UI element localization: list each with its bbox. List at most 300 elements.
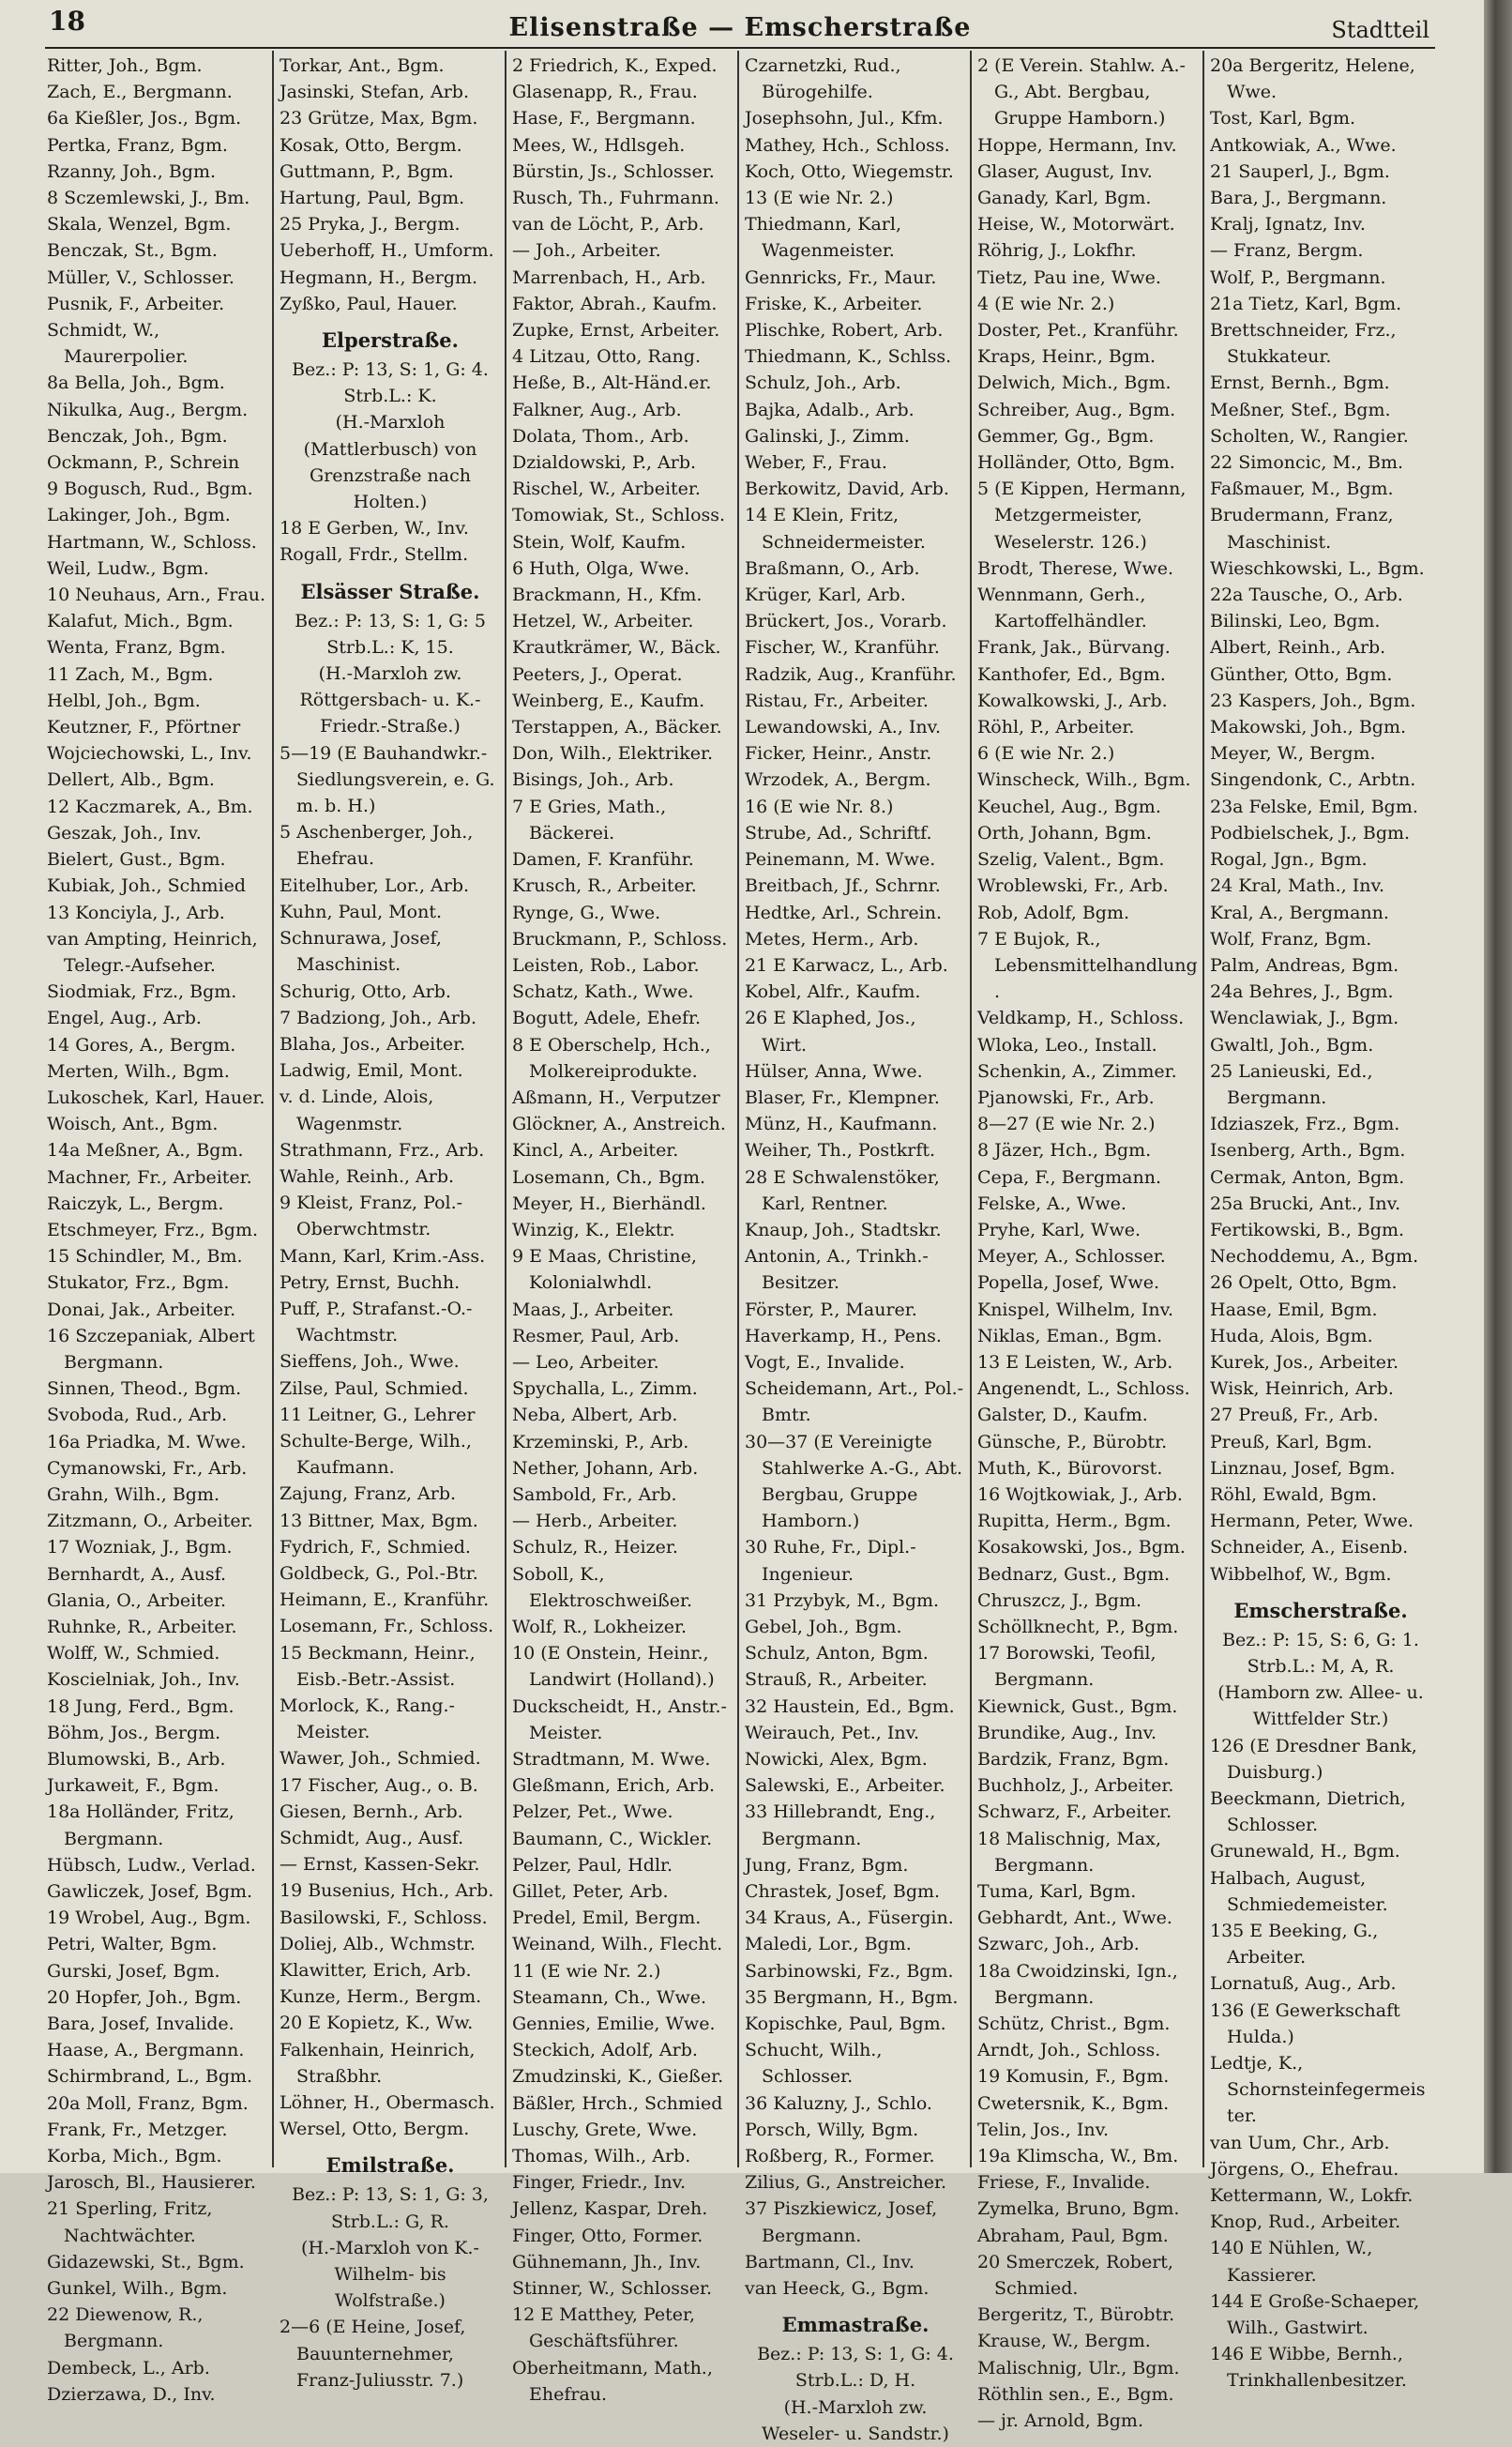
resident-entry: Nikulka, Aug., Bergm. <box>47 399 249 420</box>
page-edge-shadow <box>1484 0 1512 2173</box>
resident-entry: 9 E Maas, Christine, Kolonialwhdl. <box>512 1246 697 1294</box>
resident-entry: Lewandowski, A., Inv. <box>745 717 942 738</box>
resident-entry: Metes, Herm., Arb. <box>745 928 919 950</box>
resident-entry: Leisten, Rob., Labor. <box>512 954 700 976</box>
resident-entry: Sinnen, Theod., Bgm. <box>47 1378 242 1400</box>
resident-entry: 24 Kral, Math., Inv. <box>1210 875 1385 897</box>
resident-entry: Scholten, W., Rangier. <box>1210 425 1409 447</box>
resident-entry: Röthlin sen., E., Bgm. <box>977 2383 1174 2405</box>
resident-entry: Cermak, Anton, Bgm. <box>1210 1166 1405 1188</box>
resident-entry: Siodmiak, Frz., Bgm. <box>47 981 237 1003</box>
resident-entry: Geszak, Joh., Inv. <box>47 822 202 844</box>
resident-entry: 7 E Gries, Math., Bäckerei. <box>512 796 667 844</box>
resident-entry: 2—6 (E Heine, Josef, Bauunternehmer, Franz-Juliusstr. 7.) <box>280 2317 466 2391</box>
resident-entry: 36 Kaluzny, J., Schlo. <box>745 2092 932 2114</box>
resident-entry: Brückert, Jos., Vorarb. <box>745 611 947 632</box>
resident-entry: Knop, Rud., Arbeiter. <box>1210 2211 1401 2233</box>
street-heading: Emilstraße. <box>325 2153 455 2178</box>
resident-entry: Torkar, Ant., Bgm. <box>280 55 445 76</box>
resident-entry: 32 Haustein, Ed., Bgm. <box>745 1695 955 1717</box>
resident-entry: — Ernst, Kassen-Sekr. <box>280 1854 480 1876</box>
resident-entry: Bäßler, Hrch., Schmied <box>512 2092 723 2114</box>
resident-entry: Szelig, Valent., Bgm. <box>977 849 1165 871</box>
resident-entry: Albert, Reinh., Arb. <box>1210 637 1386 659</box>
resident-entry: 14a Meßner, A., Bgm. <box>47 1140 244 1162</box>
resident-entry: Kettermann, W., Lokfr. <box>1210 2185 1414 2207</box>
resident-entry: Zupke, Ernst, Arbeiter. <box>512 320 720 342</box>
resident-entry: Keuchel, Aug., Bgm. <box>977 796 1161 817</box>
resident-entry: Heise, W., Motorwärt. <box>977 214 1175 236</box>
resident-entry: Kosakowski, Jos., Bgm. <box>977 1537 1186 1558</box>
resident-entry: 20 Smerczek, Robert, Schmied. <box>977 2251 1173 2300</box>
resident-entry: Weirauch, Pet., Inv. <box>745 1722 920 1743</box>
resident-entry: 30—37 (E Vereinigte Stahlwerke A.-G., Abt. Bergbau, Gruppe Hamborn.) <box>745 1431 963 1532</box>
resident-entry: 26 E Klaphed, Jos., Wirt. <box>745 1008 916 1056</box>
resident-entry: 18a Cwoidzinski, Ign., Bergmann. <box>977 1960 1178 2008</box>
resident-entry: Spychalla, L., Zimm. <box>512 1378 698 1400</box>
resident-entry: Beeckmann, Dietrich, Schlosser. <box>1210 1788 1406 1836</box>
resident-entry: Gebel, Joh., Bgm. <box>745 1616 902 1637</box>
resident-entry: 15 Beckmann, Heinr., Eisb.-Betr.-Assist. <box>280 1642 476 1690</box>
resident-entry: Schneider, A., Eisenb. <box>1210 1537 1409 1558</box>
resident-entry: Breitbach, Jf., Schrnr. <box>745 875 941 897</box>
resident-entry: Tost, Karl, Bgm. <box>1210 108 1356 129</box>
resident-entry: Sieffens, Joh., Wwe. <box>280 1351 460 1373</box>
resident-entry: Neba, Albert, Arb. <box>512 1405 678 1426</box>
resident-entry: Kuhn, Paul, Mont. <box>280 901 443 922</box>
resident-entry: Ficker, Heinr., Anstr. <box>745 743 932 765</box>
resident-entry: 6 Huth, Olga, Wwe. <box>512 557 690 579</box>
page-number: 18 <box>49 6 85 37</box>
resident-entry: Hoppe, Hermann, Inv. <box>977 134 1177 156</box>
resident-entry: Zmudzinski, K., Gießer. <box>512 2066 724 2088</box>
resident-entry: Halbach, August, Schmiedemeister. <box>1210 1867 1388 1915</box>
resident-entry: Hermann, Peter, Wwe. <box>1210 1511 1414 1532</box>
resident-entry: Friske, K., Arbeiter. <box>745 293 923 314</box>
resident-entry: Blaha, Jos., Arbeiter. <box>280 1033 466 1055</box>
resident-entry: Stinner, W., Schlosser. <box>512 2278 713 2300</box>
resident-entry: Hartung, Paul, Bgm. <box>280 188 465 209</box>
resident-entry: 28 E Schwalenstöker, Karl, Rentner. <box>745 1166 940 1214</box>
resident-entry: 13 Bittner, Max, Bgm. <box>280 1510 478 1531</box>
resident-entry: Jurkaweit, F., Bgm. <box>47 1775 219 1797</box>
resident-entry: 5 (E Kippen, Hermann, Metzgermeister, Weselerstr. 126.) <box>977 479 1187 553</box>
resident-entry: Hülser, Anna, Wwe. <box>745 1060 923 1082</box>
resident-entry: 9 Bogusch, Rud., Bgm. <box>47 479 253 500</box>
resident-entry: Pertka, Franz, Bgm. <box>47 134 228 156</box>
resident-entry: 8 Jäzer, Hch., Bgm. <box>977 1140 1152 1162</box>
resident-entry: Svoboda, Rud., Arb. <box>47 1405 228 1426</box>
resident-entry: Krautkrämer, W., Bäck. <box>512 637 721 659</box>
resident-entry: Ledtje, K., Schornsteinfegermeister. <box>1210 2053 1426 2127</box>
resident-entry: 8a Bella, Joh., Bgm. <box>47 372 225 394</box>
resident-entry: Krzeminski, P., Arb. <box>512 1431 689 1452</box>
resident-entry: Hase, F., Bergmann. <box>512 108 696 129</box>
directory-column-5 <box>970 51 1202 2432</box>
resident-entry: Lakinger, Joh., Bgm. <box>47 505 231 526</box>
street-meta: (H.-Marxloh zw. Röttgersbach- u. K.-Friedr.-Straße.) <box>299 663 481 737</box>
resident-entry: Förster, P., Maurer. <box>745 1299 917 1320</box>
resident-entry: Preuß, Karl, Bgm. <box>1210 1431 1373 1452</box>
resident-entry: Schulte-Berge, Wilh., Kaufmann. <box>280 1430 472 1479</box>
resident-entry: Wahle, Reinh., Arb. <box>280 1165 455 1187</box>
resident-entry: Rusch, Th., Fuhrmann. <box>512 188 719 209</box>
resident-entry: Stukator, Frz., Bgm. <box>47 1272 230 1294</box>
resident-entry: Brackmann, H., Kfm. <box>512 585 703 606</box>
resident-entry: Steamann, Ch., Wwe. <box>512 1986 707 2008</box>
resident-entry: Radzik, Aug., Kranführ. <box>745 663 957 685</box>
resident-entry: Glania, O., Arbeiter. <box>47 1589 227 1611</box>
street-meta: (H.-Marxloh (Mattlerbusch) von Grenzstraße nach Holten.) <box>303 412 477 513</box>
resident-entry: Brudermann, Franz, Maschinist. <box>1210 505 1394 553</box>
street-meta: Bez.: P: 15, S: 6, G: 1. <box>1222 1629 1419 1650</box>
resident-entry: Weinberg, E., Kaufm. <box>512 690 705 711</box>
resident-entry: Schatz, Kath., Wwe. <box>512 981 694 1003</box>
resident-entry: Wrzodek, A., Bergm. <box>745 769 931 791</box>
resident-entry: Kanthofer, Ed., Bgm. <box>977 663 1166 685</box>
resident-entry: Doster, Pet., Kranführ. <box>977 320 1179 342</box>
resident-entry: 22 Diewenow, R., Bergmann. <box>47 2304 204 2352</box>
resident-entry: Steckich, Adolf, Arb. <box>512 2040 698 2061</box>
street-meta: Bez.: P: 13, S: 1, G: 5 <box>295 610 486 631</box>
resident-entry: Wenclawiak, J., Bgm. <box>1210 1008 1399 1029</box>
resident-entry: Koch, Otto, Wiegemstr. <box>745 160 954 182</box>
resident-entry: Jung, Franz, Bgm. <box>745 1854 909 1876</box>
resident-entry: Galster, D., Kaufm. <box>977 1405 1148 1426</box>
resident-entry: Heimann, E., Kranführ. <box>280 1589 490 1611</box>
resident-entry: Ueberhoff, H., Umform. <box>280 240 494 262</box>
resident-entry: Helbl, Joh., Bgm. <box>47 690 201 711</box>
resident-entry: Fischer, W., Kranführ. <box>745 637 940 659</box>
resident-entry: Frank, Fr., Metzger. <box>47 2119 228 2140</box>
directory-column-2 <box>272 51 505 2391</box>
resident-entry: Buchholz, J., Arbeiter. <box>977 1775 1174 1797</box>
resident-entry: Duckscheidt, H., Anstr.-Meister. <box>512 1695 727 1743</box>
resident-entry: Orth, Johann, Bgm. <box>977 822 1152 844</box>
resident-entry: Cwetersnik, K., Bgm. <box>977 2092 1170 2114</box>
resident-entry: 10 Neuhaus, Arn., Frau. <box>47 585 265 606</box>
resident-entry: 20 Hopfer, Joh., Bgm. <box>47 1986 242 2008</box>
resident-entry: Baumann, C., Wickler. <box>512 1828 713 1849</box>
resident-entry: Veldkamp, H., Schloss. <box>977 1008 1185 1029</box>
resident-entry: Lornatuß, Aug., Arb. <box>1210 1973 1397 1995</box>
resident-entry: Oberheitmann, Math., Ehefrau. <box>512 2357 713 2405</box>
resident-entry: Isenberg, Arth., Bgm. <box>1210 1140 1406 1162</box>
resident-entry: 24a Behres, J., Bgm. <box>1210 981 1394 1003</box>
resident-entry: Kosak, Otto, Bergm. <box>280 134 462 156</box>
resident-entry: Falkner, Aug., Arb. <box>512 399 682 420</box>
resident-entry: van Ampting, Heinrich, Telegr.-Aufseher. <box>47 928 258 976</box>
resident-entry: Nechoddemu, A., Bgm. <box>1210 1246 1419 1268</box>
resident-entry: Delwich, Mich., Bgm. <box>977 372 1172 394</box>
resident-entry: 30 Ruhe, Fr., Dipl.-Ingenieur. <box>745 1537 916 1585</box>
resident-entry: Schurig, Otto, Arb. <box>280 980 451 1002</box>
resident-entry: Röhl, Ewald, Bgm. <box>1210 1483 1378 1505</box>
resident-entry: — Franz, Bergm. <box>1210 240 1364 262</box>
resident-entry: Nether, Johann, Arb. <box>512 1457 699 1479</box>
resident-entry: Rynge, G., Wwe. <box>512 902 661 923</box>
resident-entry: Makowski, Joh., Bgm. <box>1210 717 1407 738</box>
resident-entry: Zach, E., Bergmann. <box>47 82 233 103</box>
resident-entry: Zajung, Franz, Arb. <box>280 1483 457 1505</box>
resident-entry: 6a Kießler, Jos., Bgm. <box>47 108 242 129</box>
resident-entry: Strube, Ad., Schriftf. <box>745 822 932 844</box>
resident-entry: Ganady, Karl, Bgm. <box>977 188 1152 209</box>
resident-entry: 10 (E Onstein, Heinr., Landwirt (Holland).) <box>512 1643 715 1691</box>
resident-entry: Bajka, Adalb., Arb. <box>745 399 915 420</box>
resident-entry: Bardzik, Franz, Bgm. <box>977 1749 1170 1770</box>
resident-entry: 34 Kraus, A., Füsergin. <box>745 1907 954 1929</box>
resident-entry: Heße, B., Alt-Händ.er. <box>512 372 712 394</box>
resident-entry: Grunewald, H., Bgm. <box>1210 1841 1400 1862</box>
resident-entry: Puff, P., Strafanst.-O.-Wachtmstr. <box>280 1298 473 1346</box>
resident-entry: Nowicki, Alex, Bgm. <box>745 1749 928 1770</box>
resident-entry: Bielert, Gust., Bgm. <box>47 849 226 871</box>
resident-entry: Zilius, G., Anstreicher. <box>745 2172 947 2194</box>
resident-entry: Thomas, Wilh., Arb. <box>512 2146 691 2167</box>
resident-entry: Strauß, R., Arbeiter. <box>745 1669 928 1691</box>
resident-entry: 21a Tietz, Karl, Bgm. <box>1210 293 1402 314</box>
directory-column-6 <box>1202 51 1435 2392</box>
resident-entry: Lukoschek, Karl, Hauer. <box>47 1087 265 1108</box>
resident-entry: Gühnemann, Jh., Inv. <box>512 2251 702 2272</box>
resident-entry: Gennies, Emilie, Wwe. <box>512 2014 716 2035</box>
resident-entry: 35 Bergmann, H., Bgm. <box>745 1986 959 2008</box>
resident-entry: Dzierzawa, D., Inv. <box>47 2383 216 2405</box>
resident-entry: 12 E Matthey, Peter, Geschäftsführer. <box>512 2304 696 2352</box>
street-meta: (Hamborn zw. Allee- u. Wittfelder Str.) <box>1217 1682 1424 1730</box>
resident-entry: Wennmann, Gerh., Kartoffelhändler. <box>977 585 1147 632</box>
resident-entry: Cepa, F., Bergmann. <box>977 1166 1162 1188</box>
resident-entry: Jasinski, Stefan, Arb. <box>280 82 470 103</box>
street-heading: Emscherstraße. <box>1233 1598 1408 1622</box>
resident-entry: 5—19 (E Bauhandwkr.-Siedlungsverein, e. G. m. b. H.) <box>280 742 495 817</box>
resident-entry: Braßmann, O., Arb. <box>745 557 920 579</box>
resident-entry: 11 Zach, M., Bgm. <box>47 663 214 685</box>
resident-entry: Rzanny, Joh., Bgm. <box>47 160 216 182</box>
resident-entry: Jellenz, Kaspar, Dreh. <box>512 2198 708 2220</box>
resident-entry: 25a Brucki, Ant., Inv. <box>1210 1193 1401 1214</box>
resident-entry: Resmer, Paul, Arb. <box>512 1325 680 1346</box>
resident-entry: Gidazewski, St., Bgm. <box>47 2251 245 2272</box>
resident-entry: Chruszcz, J., Bgm. <box>977 1589 1142 1611</box>
resident-entry: Schreiber, Aug., Bgm. <box>977 399 1176 420</box>
resident-entry: Losemann, Fr., Schloss. <box>280 1616 494 1637</box>
resident-entry: Linznau, Josef, Bgm. <box>1210 1457 1396 1479</box>
resident-entry: Cymanowski, Fr., Arb. <box>47 1457 248 1479</box>
resident-entry: Goldbeck, G., Pol.-Btr. <box>280 1562 478 1584</box>
resident-entry: Rupitta, Herm., Bgm. <box>977 1511 1172 1532</box>
resident-entry: Krüger, Karl, Arb. <box>745 585 906 606</box>
resident-entry: Peeters, J., Operat. <box>512 663 683 685</box>
resident-entry: Mann, Karl, Krim.-Ass. <box>280 1245 486 1267</box>
resident-entry: Peinemann, M. Wwe. <box>745 849 936 871</box>
resident-entry: Pelzer, Pet., Wwe. <box>512 1801 673 1823</box>
resident-entry: Rogall, Frdr., Stellm. <box>280 544 469 566</box>
resident-entry: 19 Busenius, Hch., Arb. <box>280 1880 494 1902</box>
resident-entry: Woisch, Ant., Bgm. <box>47 1114 219 1135</box>
resident-entry: Gurski, Josef, Bgm. <box>47 1960 220 1982</box>
street-meta: Bez.: P: 13, S: 1, G: 4. <box>292 359 489 381</box>
street-range-title: Elisenstraße — Emscherstraße <box>508 13 972 42</box>
resident-entry: Krusch, R., Arbeiter. <box>512 875 697 897</box>
resident-entry: Bürstin, Js., Schlosser. <box>512 160 715 182</box>
resident-entry: Dembeck, L., Arb. <box>47 2357 210 2379</box>
resident-entry: 21 Sperling, Fritz, Nachtwächter. <box>47 2198 213 2246</box>
resident-entry: Galinski, J., Zimm. <box>745 425 910 447</box>
resident-entry: Zymelka, Bruno, Bgm. <box>977 2198 1180 2220</box>
resident-entry: Kraps, Heinr., Bgm. <box>977 346 1157 368</box>
resident-entry: 8 E Oberschelp, Hch., Molkereiprodukte. <box>512 1034 711 1082</box>
resident-entry: Röhl, P., Arbeiter. <box>977 717 1135 738</box>
resident-entry: Glaser, August, Inv. <box>977 160 1153 182</box>
resident-entry: Engel, Aug., Arb. <box>47 1008 202 1029</box>
resident-entry: Idziaszek, Frz., Bgm. <box>1210 1114 1400 1135</box>
district-label: Stadtteil <box>1331 17 1429 43</box>
resident-entry: Porsch, Willy, Bgm. <box>745 2119 919 2140</box>
resident-entry: Chrastek, Josef, Bgm. <box>745 1881 941 1903</box>
resident-entry: Palm, Andreas, Bgm. <box>1210 954 1399 976</box>
resident-entry: Ockmann, P., Schrein <box>47 452 240 474</box>
resident-entry: 16 Szczepaniak, Albert Bergmann. <box>47 1325 255 1373</box>
resident-entry: Basilowski, F., Schloss. <box>280 1907 488 1928</box>
resident-entry: Vogt, E., Invalide. <box>745 1351 905 1373</box>
street-meta: Bez.: P: 13, S: 1, G: 3, <box>292 2184 489 2206</box>
resident-entry: 13 (E wie Nr. 2.) <box>745 188 894 209</box>
resident-entry: Wolf, R., Lokheizer. <box>512 1616 688 1637</box>
resident-entry: Bisings, Joh., Arb. <box>512 769 674 791</box>
resident-entry: Korba, Mich., Bgm. <box>47 2146 222 2167</box>
resident-entry: Krause, W., Bergm. <box>977 2331 1151 2352</box>
resident-entry: 23 Grütze, Max, Bgm. <box>280 108 478 129</box>
resident-entry: 135 E Beeking, G., Arbeiter. <box>1210 1921 1379 1968</box>
resident-entry: Arndt, Joh., Schloss. <box>977 2040 1161 2061</box>
resident-entry: Tietz, Pau ine, Wwe. <box>977 266 1161 288</box>
resident-entry: Gebhardt, Ant., Wwe. <box>977 1907 1172 1929</box>
resident-entry: 17 Fischer, Aug., o. B. <box>280 1774 478 1796</box>
resident-entry: Luschy, Grete, Wwe. <box>512 2119 698 2140</box>
resident-entry: Terstappen, A., Bäcker. <box>512 717 722 738</box>
resident-entry: Sarbinowski, Fz., Bgm. <box>745 1960 954 1982</box>
resident-entry: 20a Bergeritz, Helene, Wwe. <box>1210 55 1415 103</box>
resident-entry: 21 Sauperl, J., Bgm. <box>1210 160 1390 182</box>
resident-entry: 22a Tausche, O., Arb. <box>1210 585 1403 606</box>
resident-entry: 23a Felske, Emil, Bgm. <box>1210 796 1418 817</box>
resident-entry: 37 Piszkiewicz, Josef, Bergmann. <box>745 2198 938 2246</box>
directory-column-1 <box>45 51 272 2405</box>
resident-entry: 4 (E wie Nr. 2.) <box>977 293 1115 314</box>
resident-entry: 8—27 (E wie Nr. 2.) <box>977 1114 1156 1135</box>
resident-entry: Blumowski, B., Arb. <box>47 1749 226 1770</box>
resident-entry: Wersel, Otto, Bergm. <box>280 2119 470 2140</box>
resident-entry: 18a Holländer, Fritz, Bergmann. <box>47 1801 234 1849</box>
resident-entry: Keutzner, F., Pförtner <box>47 717 241 738</box>
resident-entry: Kurek, Jos., Arbeiter. <box>1210 1351 1399 1373</box>
resident-entry: 126 (E Dresdner Bank, Duisburg.) <box>1210 1735 1417 1783</box>
resident-entry: Bartmann, Cl., Inv. <box>745 2251 915 2272</box>
resident-entry: van de Löcht, P., Arb. <box>512 214 704 236</box>
resident-entry: Brundike, Aug., Inv. <box>977 1722 1157 1743</box>
resident-entry: Faßmauer, M., Bgm. <box>1210 479 1394 500</box>
resident-entry: Haase, A., Bergmann. <box>47 2040 245 2061</box>
resident-entry: Schütz, Christ., Bgm. <box>977 2014 1171 2035</box>
resident-entry: Frank, Jak., Bürvang. <box>977 637 1171 659</box>
resident-entry: Winscheck, Wilh., Bgm. <box>977 769 1191 791</box>
resident-entry: 12 Kaczmarek, A., Bm. <box>47 796 253 817</box>
resident-entry: Meyer, H., Bierhändl. <box>512 1193 706 1214</box>
resident-entry: Weber, F., Frau. <box>745 452 887 474</box>
resident-entry: Scheidemann, Art., Pol.-Bmtr. <box>745 1378 964 1426</box>
street-heading: Elsässer Straße. <box>300 579 480 603</box>
resident-entry: Jarosch, Bl., Hausierer. <box>47 2172 256 2194</box>
resident-entry: Wolf, P., Bergmann. <box>1210 266 1386 288</box>
resident-entry: Kincl, A., Arbeiter. <box>512 1140 679 1162</box>
resident-entry: Antkowiak, A., Wwe. <box>1210 134 1397 156</box>
resident-entry: Maledi, Lor., Bgm. <box>745 1934 912 1955</box>
resident-entry: Brodt, Therese, Wwe. <box>977 557 1173 579</box>
resident-entry: Wenta, Franz, Bgm. <box>47 637 226 659</box>
resident-entry: Merten, Wilh., Bgm. <box>47 1060 230 1082</box>
resident-entry: Glöckner, A., Anstreich. <box>512 1114 726 1135</box>
resident-entry: 7 E Bujok, R., Lebensmittelhandlung. <box>977 928 1198 1003</box>
street-meta: Strb.L.: D, H. <box>794 2370 916 2392</box>
resident-entry: Antonin, A., Trinkh.-Besitzer. <box>745 1246 929 1294</box>
resident-entry: 21 E Karwacz, L., Arb. <box>745 954 948 976</box>
resident-entry: Huda, Alois, Bgm. <box>1210 1325 1373 1346</box>
resident-entry: Bara, Josef, Invalide. <box>47 2014 234 2035</box>
resident-entry: Zyßko, Paul, Hauer. <box>280 293 458 314</box>
street-meta: Strb.L.: M, A, R. <box>1247 1655 1395 1677</box>
resident-entry: Günsche, P., Bürobtr. <box>977 1431 1168 1452</box>
resident-entry: Schöllknecht, P., Bgm. <box>977 1616 1179 1637</box>
resident-entry: Gillet, Peter, Arb. <box>512 1881 669 1903</box>
resident-entry: Muth, K., Bürovorst. <box>977 1457 1163 1479</box>
resident-entry: 23 Kaspers, Joh., Bgm. <box>1210 690 1416 711</box>
resident-entry: Schulz, Anton, Bgm. <box>745 1643 929 1664</box>
resident-entry: Singendonk, C., Arbtn. <box>1210 769 1416 791</box>
resident-entry: Rob, Adolf, Bgm. <box>977 902 1130 923</box>
resident-entry: Ernst, Bernh., Bgm. <box>1210 372 1390 394</box>
resident-entry: Münz, H., Kaufmann. <box>745 1114 938 1135</box>
resident-entry: Eitelhuber, Lor., Arb. <box>280 874 470 896</box>
resident-entry: Gleßmann, Erich, Arb. <box>512 1775 716 1797</box>
resident-entry: 7 Badziong, Joh., Arb. <box>280 1007 477 1028</box>
resident-entry: 26 Opelt, Otto, Bgm. <box>1210 1272 1398 1294</box>
resident-entry: Szwarc, Joh., Arb. <box>977 1934 1140 1955</box>
resident-entry: Pusnik, F., Arbeiter. <box>47 293 225 314</box>
resident-entry: Jörgens, O., Ehefrau. <box>1210 2158 1399 2180</box>
resident-entry: van Uum, Chr., Arb. <box>1210 2132 1390 2153</box>
resident-entry: Schucht, Wilh., Schlosser. <box>745 2040 883 2088</box>
resident-entry: Grahn, Wilh., Bgm. <box>47 1483 220 1505</box>
resident-entry: 33 Hillebrandt, Eng., Bergmann. <box>745 1801 936 1849</box>
resident-entry: 11 (E wie Nr. 2.) <box>512 1960 661 1982</box>
resident-entry: Knispel, Wilhelm, Inv. <box>977 1299 1174 1320</box>
resident-entry: Schwarz, F., Arbeiter. <box>977 1801 1172 1823</box>
resident-entry: Petri, Walter, Bgm. <box>47 1934 218 1955</box>
resident-entry: Gunkel, Wilh., Bgm. <box>47 2278 228 2300</box>
resident-entry: Felske, A., Wwe. <box>977 1193 1126 1214</box>
street-meta: Strb.L.: G, R. <box>331 2211 449 2232</box>
resident-entry: 144 E Große-Schaeper, Wilh., Gastwirt. <box>1210 2290 1420 2339</box>
resident-entry: Weil, Ludw., Bgm. <box>47 557 209 579</box>
resident-entry: Tuma, Karl, Bgm. <box>977 1881 1137 1903</box>
resident-entry: Wolff, W., Schmied. <box>47 1643 220 1664</box>
resident-entry: 14 Gores, A., Bergm. <box>47 1034 236 1056</box>
resident-entry: Maas, J., Arbeiter. <box>512 1299 674 1320</box>
resident-entry: Meyer, A., Schlosser. <box>977 1246 1166 1268</box>
resident-entry: Losemann, Ch., Bgm. <box>512 1166 706 1188</box>
